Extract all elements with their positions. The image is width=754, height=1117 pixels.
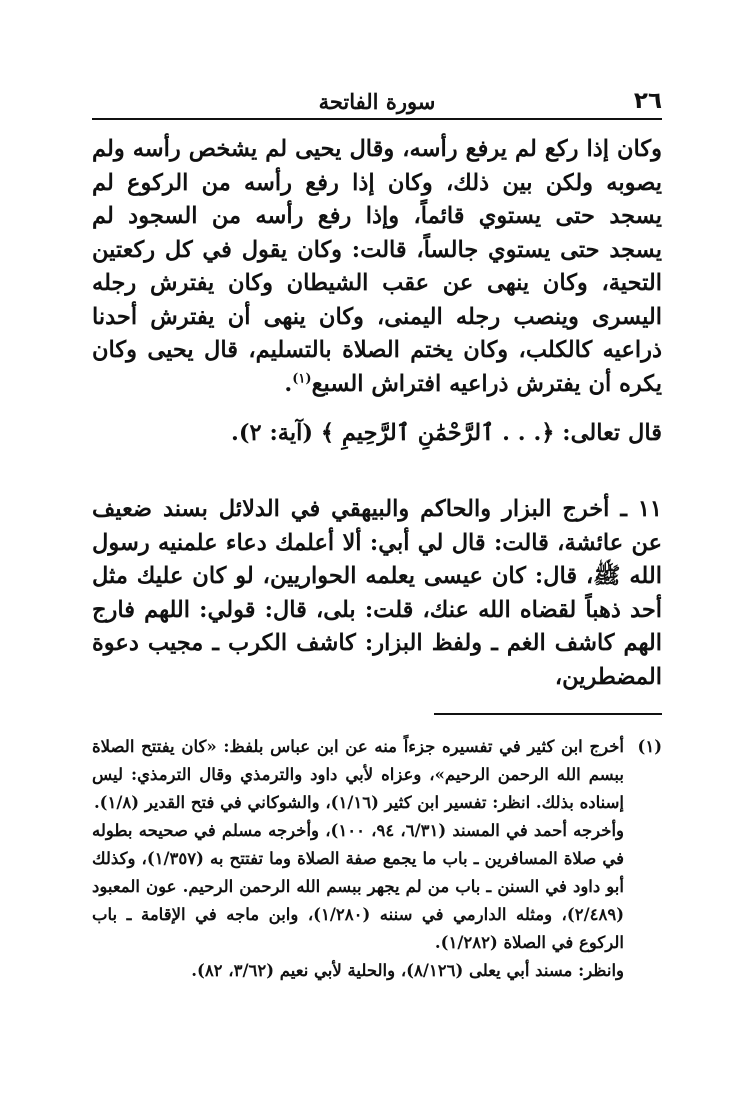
page-header (92, 80, 662, 120)
main-text (92, 133, 662, 694)
footnote-1 (92, 733, 662, 985)
paragraph-1 (92, 133, 662, 401)
page-number: ٢٦ (633, 88, 662, 114)
quran-verse: قال تعالى: ﴿. . . ٱلرَّحْمَٰنِ ٱلرَّحِيمِ ﴾ (آية: ٢). (231, 420, 662, 446)
footnote-paragraph: أخرج ابن كثير في تفسيره جزءاً منه عن ابن عباس بلفظ: «كان يفتتح الصلاة ببسم الله الرحمن الرحيم»، وعزاه لأبي داود والترمذي وقال الترمذي: ليس إسناده بذلك. انظر: تفسير ابن كثير (١/١٦)، والشوكاني في فتح القدير (١/٨). (92, 737, 624, 812)
paragraph-1-text: وكان إذا ركع لم يرفع رأسه، وقال يحيى لم يشخص رأسه ولم يصوبه ولكن بين ذلك، وكان إذا رفع رأسه من الركوع لم يسجد حتى يستوي قائماً، وإذا رفع رأسه من السجود لم يسجد حتى يستوي جالساً، قالت: وكان يقول في كل ركعتين التحية، وكان ينهى عن عقب الشيطان وكان يفترش رجله اليسرى وينصب رجله اليمنى، وكان ينهى أن يفترش أحدنا ذراعيه كالكلب، وكان يختم الصلاة بالتسليم، قال يحيى وكان يكره أن يفترش ذراعيه افتراش السبع (92, 136, 662, 397)
footnote-paragraph: وانظر: مسند أبي يعلى (٨/١٢٦)، والحلية لأبي نعيم (٣/٦٢، ٨٢). (191, 961, 624, 980)
footnote-body (92, 733, 624, 985)
footnote-reference[interactable]: (١) (292, 371, 312, 386)
running-title: سورة الفاتحة (318, 89, 436, 114)
footnote-divider (434, 713, 662, 715)
footnote-number: (١) (637, 737, 662, 756)
paragraph-hadith-11: ١١ ـ أخرج البزار والحاكم والبيهقي في الدلائل بسند ضعيف عن عائشة، قالت: قال لي أبي: ألا أعلمك دعاء علمنيه رسول الله ﷺ، قال: كان عيسى يعلمه الحواريين، لو كان عليك مثل أحد ذهباً لقضاه الله عنك، قلت: بلى، قال: قولي: اللهم فارج الهم كاشف الغم ـ ولفظ البزار: كاشف الكرب ـ مجيب دعوة المضطرين، (92, 496, 662, 690)
paragraph-1-end: . (284, 370, 293, 397)
footnotes-section (92, 733, 662, 985)
footnote-paragraph: وأخرجه أحمد في المسند (٦/٣١، ٩٤، ١٠٠)، وأخرجه مسلم في صحيحه بطوله في صلاة المسافرين ـ باب ما يجمع صفة الصلاة وما تفتتح به (١/٣٥٧)، وكذلك أبو داود في السنن ـ باب من لم يجهر ببسم الله الرحمن الرحيم. عون المعبود (٢/٤٨٩)، ومثله الدارمي في سننه (١/٢٨٠)، وابن ماجه في الإقامة ـ باب الركوع في الصلاة (١/٢٨٢). (92, 821, 624, 952)
